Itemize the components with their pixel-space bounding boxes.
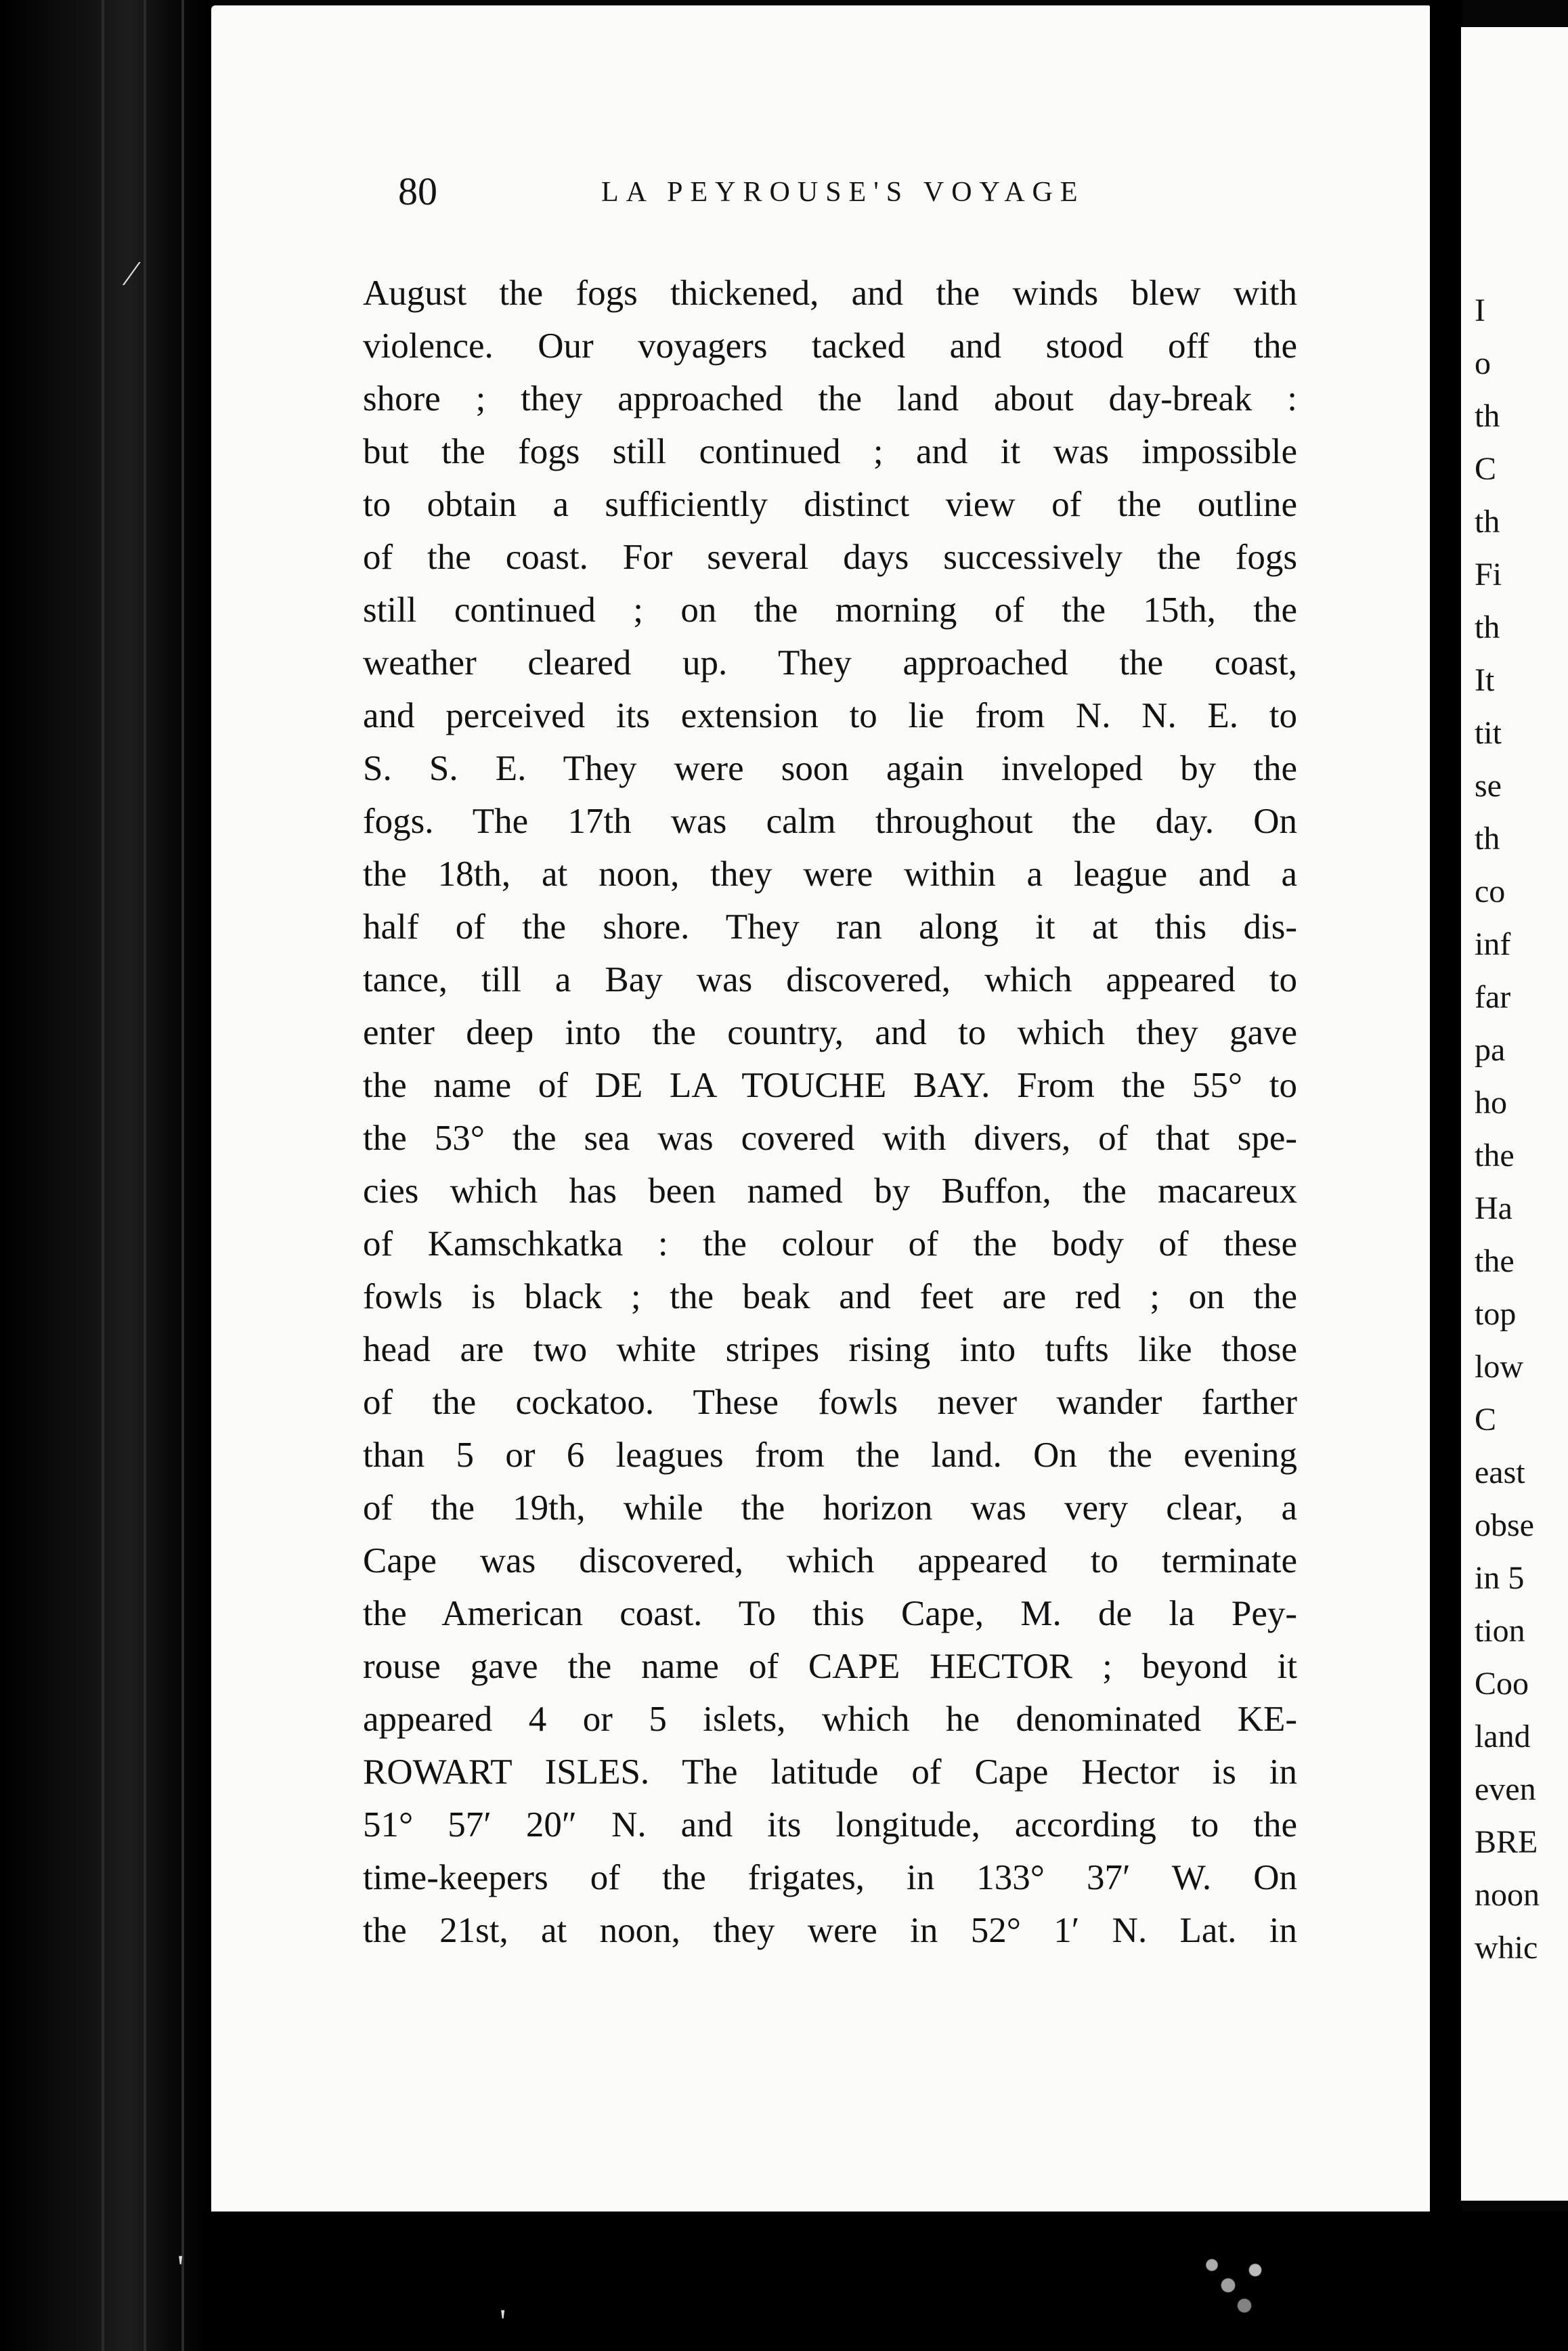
- right-page-line-fragment: tit: [1475, 715, 1502, 751]
- right-page-line-fragment: land: [1475, 1719, 1531, 1754]
- right-page-line-fragment: ho: [1475, 1085, 1507, 1121]
- text-line: half of the shore. They ran along it at this dis-: [363, 907, 1297, 947]
- book-binding-edge: [0, 0, 210, 2351]
- right-page-line-fragment: in 5: [1475, 1560, 1525, 1596]
- text-line: Cape was discovered, which appeared to terminate: [363, 1541, 1297, 1580]
- margin-scratch-mark: ⁄: [129, 255, 135, 293]
- text-line: than 5 or 6 leagues from the land. On the evening: [363, 1436, 1297, 1475]
- text-line: the 53° the sea was covered with divers, of that spe-: [363, 1119, 1297, 1158]
- right-page-line-fragment: C: [1475, 451, 1497, 487]
- text-line: time-keepers of the frigates, in 133° 37′ W. On: [363, 1858, 1297, 1897]
- right-page-line-fragment: inf: [1475, 926, 1511, 962]
- text-line: head are two white stripes rising into tufts like those: [363, 1330, 1297, 1369]
- page-gutter: [1430, 0, 1462, 2351]
- right-page-line-fragment: th: [1475, 504, 1500, 540]
- right-page-line-fragment: C: [1475, 1402, 1497, 1438]
- right-page-line-fragment: tion: [1475, 1613, 1525, 1649]
- right-page-text-fragment: [1475, 284, 1568, 1975]
- text-line: August the fogs thickened, and the winds blew with: [363, 274, 1297, 313]
- text-line: the American coast. To this Cape, M. de la Pey-: [363, 1594, 1297, 1633]
- text-line: to obtain a sufficiently distinct view of the outline: [363, 485, 1297, 524]
- running-title: LA PEYROUSE'S VOYAGE: [601, 177, 1085, 208]
- right-page-line-fragment: whic: [1475, 1930, 1538, 1966]
- right-page-line-fragment: the: [1475, 1138, 1515, 1173]
- text-line: but the fogs still continued ; and it was impossible: [363, 432, 1297, 471]
- scan-debris-mark: [1185, 2235, 1293, 2336]
- text-line: and perceived its extension to lie from N. N. E. to: [363, 696, 1297, 735]
- running-head: [398, 168, 1414, 215]
- text-line: of the coast. For several days successively the fogs: [363, 538, 1297, 577]
- right-page-line-fragment: pa: [1475, 1032, 1506, 1068]
- text-line: rouse gave the name of CAPE HECTOR ; beyond it: [363, 1647, 1297, 1686]
- scan-bottom-edge: [203, 2212, 1568, 2351]
- right-page-line-fragment: low: [1475, 1349, 1523, 1385]
- right-page-line-fragment: Fi: [1475, 557, 1502, 592]
- text-line: S. S. E. They were soon again inveloped by the: [363, 749, 1297, 788]
- margin-scratch-mark: ': [500, 2303, 506, 2342]
- margin-scratch-mark: ': [177, 2249, 184, 2287]
- right-page-line-fragment: top: [1475, 1296, 1517, 1332]
- right-page-line-fragment: Coo: [1475, 1666, 1529, 1702]
- binding-shadow-line: [181, 0, 184, 2351]
- text-line: the 18th, at noon, they were within a league and a: [363, 855, 1297, 894]
- text-line: shore ; they approached the land about day-break :: [363, 379, 1297, 418]
- body-text: [363, 267, 1297, 1957]
- right-page-line-fragment: noon: [1475, 1877, 1540, 1913]
- text-line: violence. Our voyagers tacked and stood off the: [363, 326, 1297, 366]
- text-line: of the 19th, while the horizon was very clear, a: [363, 1488, 1297, 1528]
- text-line: the 21st, at noon, they were in 52° 1′ N. Lat. in: [363, 1911, 1297, 1950]
- right-page-line-fragment: It: [1475, 662, 1495, 698]
- right-page-line-fragment: th: [1475, 821, 1500, 857]
- right-page-line-fragment: obse: [1475, 1507, 1534, 1543]
- right-page-line-fragment: BRE: [1475, 1824, 1538, 1860]
- right-page-line-fragment: I: [1475, 293, 1485, 328]
- right-page-line-fragment: th: [1475, 398, 1500, 434]
- right-page-line-fragment: Ha: [1475, 1190, 1512, 1226]
- right-page-line-fragment: even: [1475, 1771, 1536, 1807]
- text-line: weather cleared up. They approached the coast,: [363, 643, 1297, 683]
- text-line: appeared 4 or 5 islets, which he denominated KE-: [363, 1700, 1297, 1739]
- text-line: of the cockatoo. These fowls never wander farther: [363, 1383, 1297, 1422]
- right-page-line-fragment: th: [1475, 609, 1500, 645]
- text-line: tance, till a Bay was discovered, which appeared to: [363, 960, 1297, 999]
- right-page-line-fragment: o: [1475, 345, 1491, 381]
- right-page-line-fragment: east: [1475, 1454, 1525, 1490]
- binding-shadow-line: [102, 0, 104, 2351]
- text-line: the name of DE LA TOUCHE BAY. From the 55° to: [363, 1066, 1297, 1105]
- text-line: 51° 57′ 20″ N. and its longitude, according to the: [363, 1805, 1297, 1845]
- text-line: fogs. The 17th was calm throughout the day. On: [363, 802, 1297, 841]
- binding-shadow-line: [144, 0, 146, 2351]
- text-line: of Kamschkatka : the colour of the body of these: [363, 1224, 1297, 1264]
- text-line: still continued ; on the morning of the 15th, the: [363, 590, 1297, 630]
- text-line: ROWART ISLES. The latitude of Cape Hector is in: [363, 1752, 1297, 1792]
- text-line: enter deep into the country, and to which they gave: [363, 1013, 1297, 1052]
- text-line: cies which has been named by Buffon, the macareux: [363, 1171, 1297, 1211]
- right-page-line-fragment: the: [1475, 1243, 1515, 1279]
- right-page-line-fragment: se: [1475, 768, 1502, 804]
- page-number: 80: [398, 169, 437, 213]
- right-page-line-fragment: far: [1475, 979, 1511, 1015]
- right-page-line-fragment: co: [1475, 873, 1506, 909]
- text-line: fowls is black ; the beak and feet are red ; on the: [363, 1277, 1297, 1316]
